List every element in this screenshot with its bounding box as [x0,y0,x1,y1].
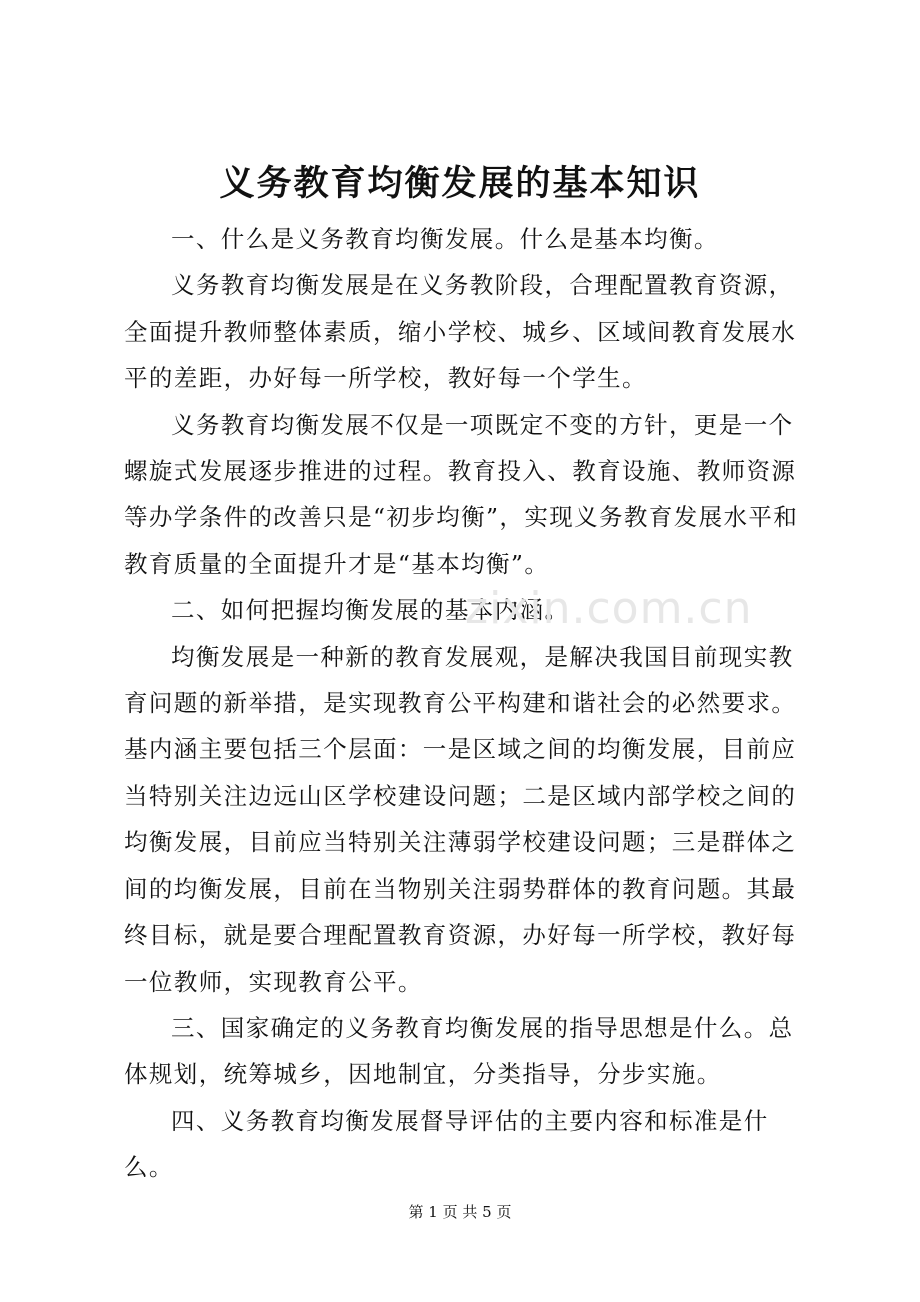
page-footer: 第 1 页 共 5 页 [408,1203,512,1221]
paragraph-heading-4: 四、义务教育均衡发展督导评估的主要内容和标准是什么。 [124,1106,769,1182]
paragraph: 义务教育均衡发展是在义务教阶段，合理配置教育资源，全面提升教师整体素质，缩小学校、城乡、区域间教育发展水平的差距，办好每一所学校，教好每一个学生。 [124,271,797,393]
paragraph-heading-3: 三、国家确定的义务教育均衡发展的指导思想是什么。总体规划，统筹城乡，因地制宜，分类指导，分步实施。 [124,1013,794,1089]
paragraph: 均衡发展是一种新的教育发展观，是解决我国目前现实教育问题的新举措，是实现教育公平构建和谐社会的必然要求。基内涵主要包括三个层面：一是区域之间的均衡发展，目前应当特别关注边远山区学校建设问题；二是区域内部学校之间的均衡发展，目前应当特别关注薄弱学校建设问题；三是群体之间的均衡发展，目前在当物别关注弱势群体的教育问题。其最终目标，就是要合理配置教育资源，办好每一所学校，教好每一位教师，实现教育公平。 [124,642,797,996]
paragraph: 义务教育均衡发展不仅是一项既定不变的方针，更是一个螺旋式发展逐步推进的过程。教育投入、教育设施、教师资源等办学条件的改善只是“初步均衡”，实现义务教育发展水平和教育质量的全面提升才是“基本均衡”。 [124,410,799,578]
document-body [124,216,808,1191]
watermark: zixin.com.cn [465,583,753,634]
paragraph-heading-1: 一、什么是义务教育均衡发展。什么是基本均衡。 [171,225,719,253]
paragraph-heading-2: 二、如何把握均衡发展的基本内涵。 [171,596,570,625]
page-title: 义务教育均衡发展的基本知识 [219,164,701,204]
